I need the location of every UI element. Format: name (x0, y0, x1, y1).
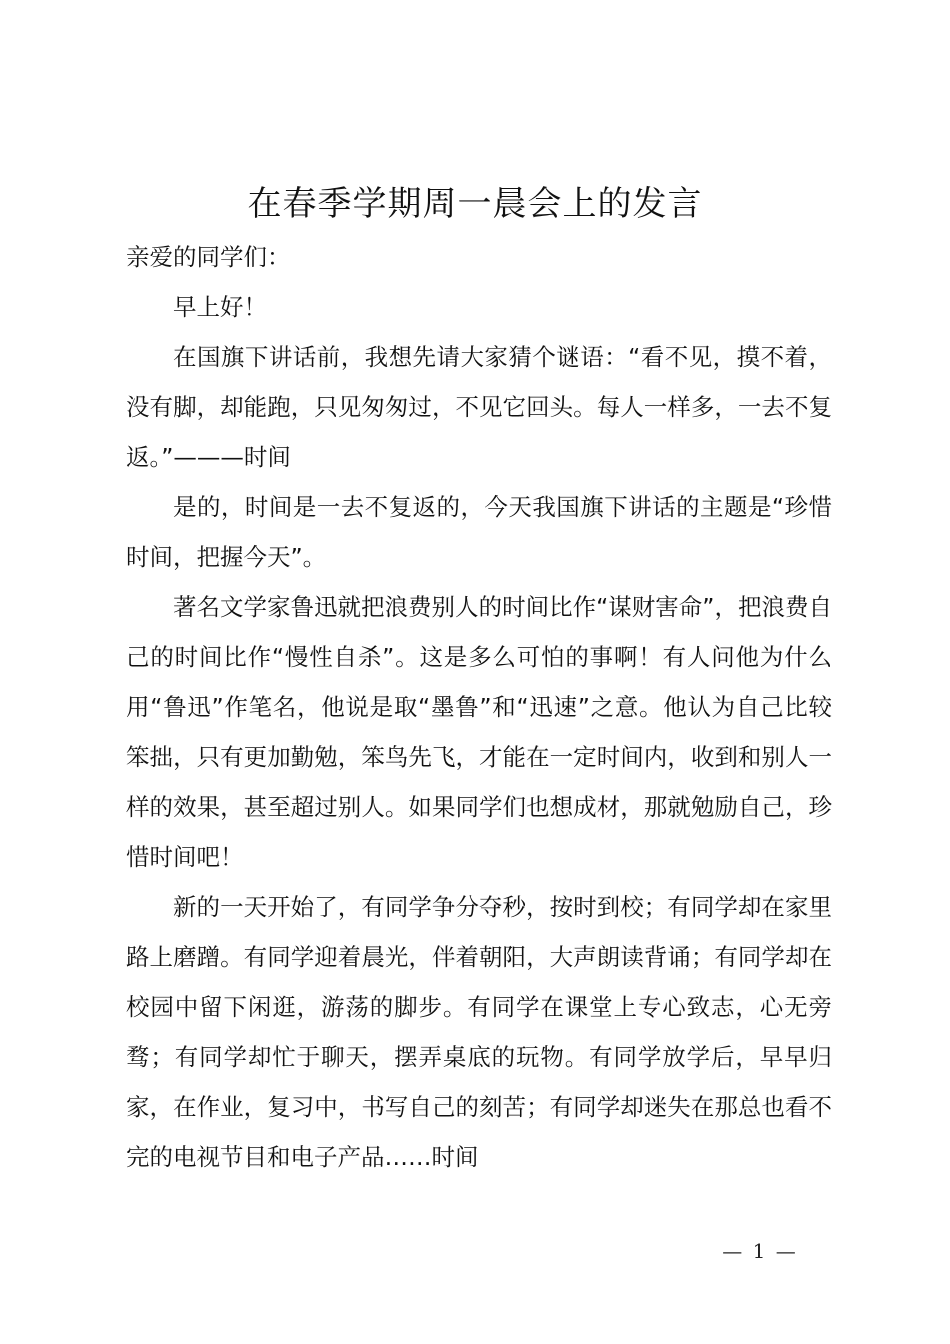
document-title: 在春季学期周一晨会上的发言 (247, 184, 703, 224)
salutation: 亲爱的同学们： (126, 243, 291, 271)
paragraph-new-day: 新的一天开始了，有同学争分夺秒，按时到校；有同学却在家里路上磨蹭。有同学迎着晨光，伴着朝阳，大声朗读背诵；有同学却在校园中留下闲逛，游荡的脚步。有同学在课堂上专心致志，心无旁骛；有同学却忙于聊天，摆弄桌底的玩物。有同学放学后，早早归家，在作业，复习中，书写自己的刻苦；有同学却迷失在那总也看不完的电视节目和电子产品……时间 (126, 893, 832, 1171)
page-number: — 1 — (722, 1239, 798, 1263)
paragraph-riddle: 在国旗下讲话前，我想先请大家猜个谜语：“看不见，摸不着，没有脚，却能跑，只见匆匆过，不见它回头。每人一样多，一去不复返。”———时间 (126, 343, 832, 471)
document-body (126, 232, 832, 1182)
paragraph-theme: 是的，时间是一去不复返的，今天我国旗下讲话的主题是“珍惜时间，把握今天”。 (126, 493, 832, 571)
paragraph-lu-xun: 著名文学家鲁迅就把浪费别人的时间比作“谋财害命”，把浪费自己的时间比作“慢性自杀”。这是多么可怕的事啊！有人问他为什么用“鲁迅”作笔名，他说是取“墨鲁”和“迅速”之意。他认为自己比较笨拙，只有更加勤勉，笨鸟先飞，才能在一定时间内，收到和别人一样的效果，甚至超过别人。如果同学们也想成材，那就勉励自己，珍惜时间吧！ (126, 593, 832, 871)
paragraph-greeting: 早上好！ (173, 293, 267, 321)
